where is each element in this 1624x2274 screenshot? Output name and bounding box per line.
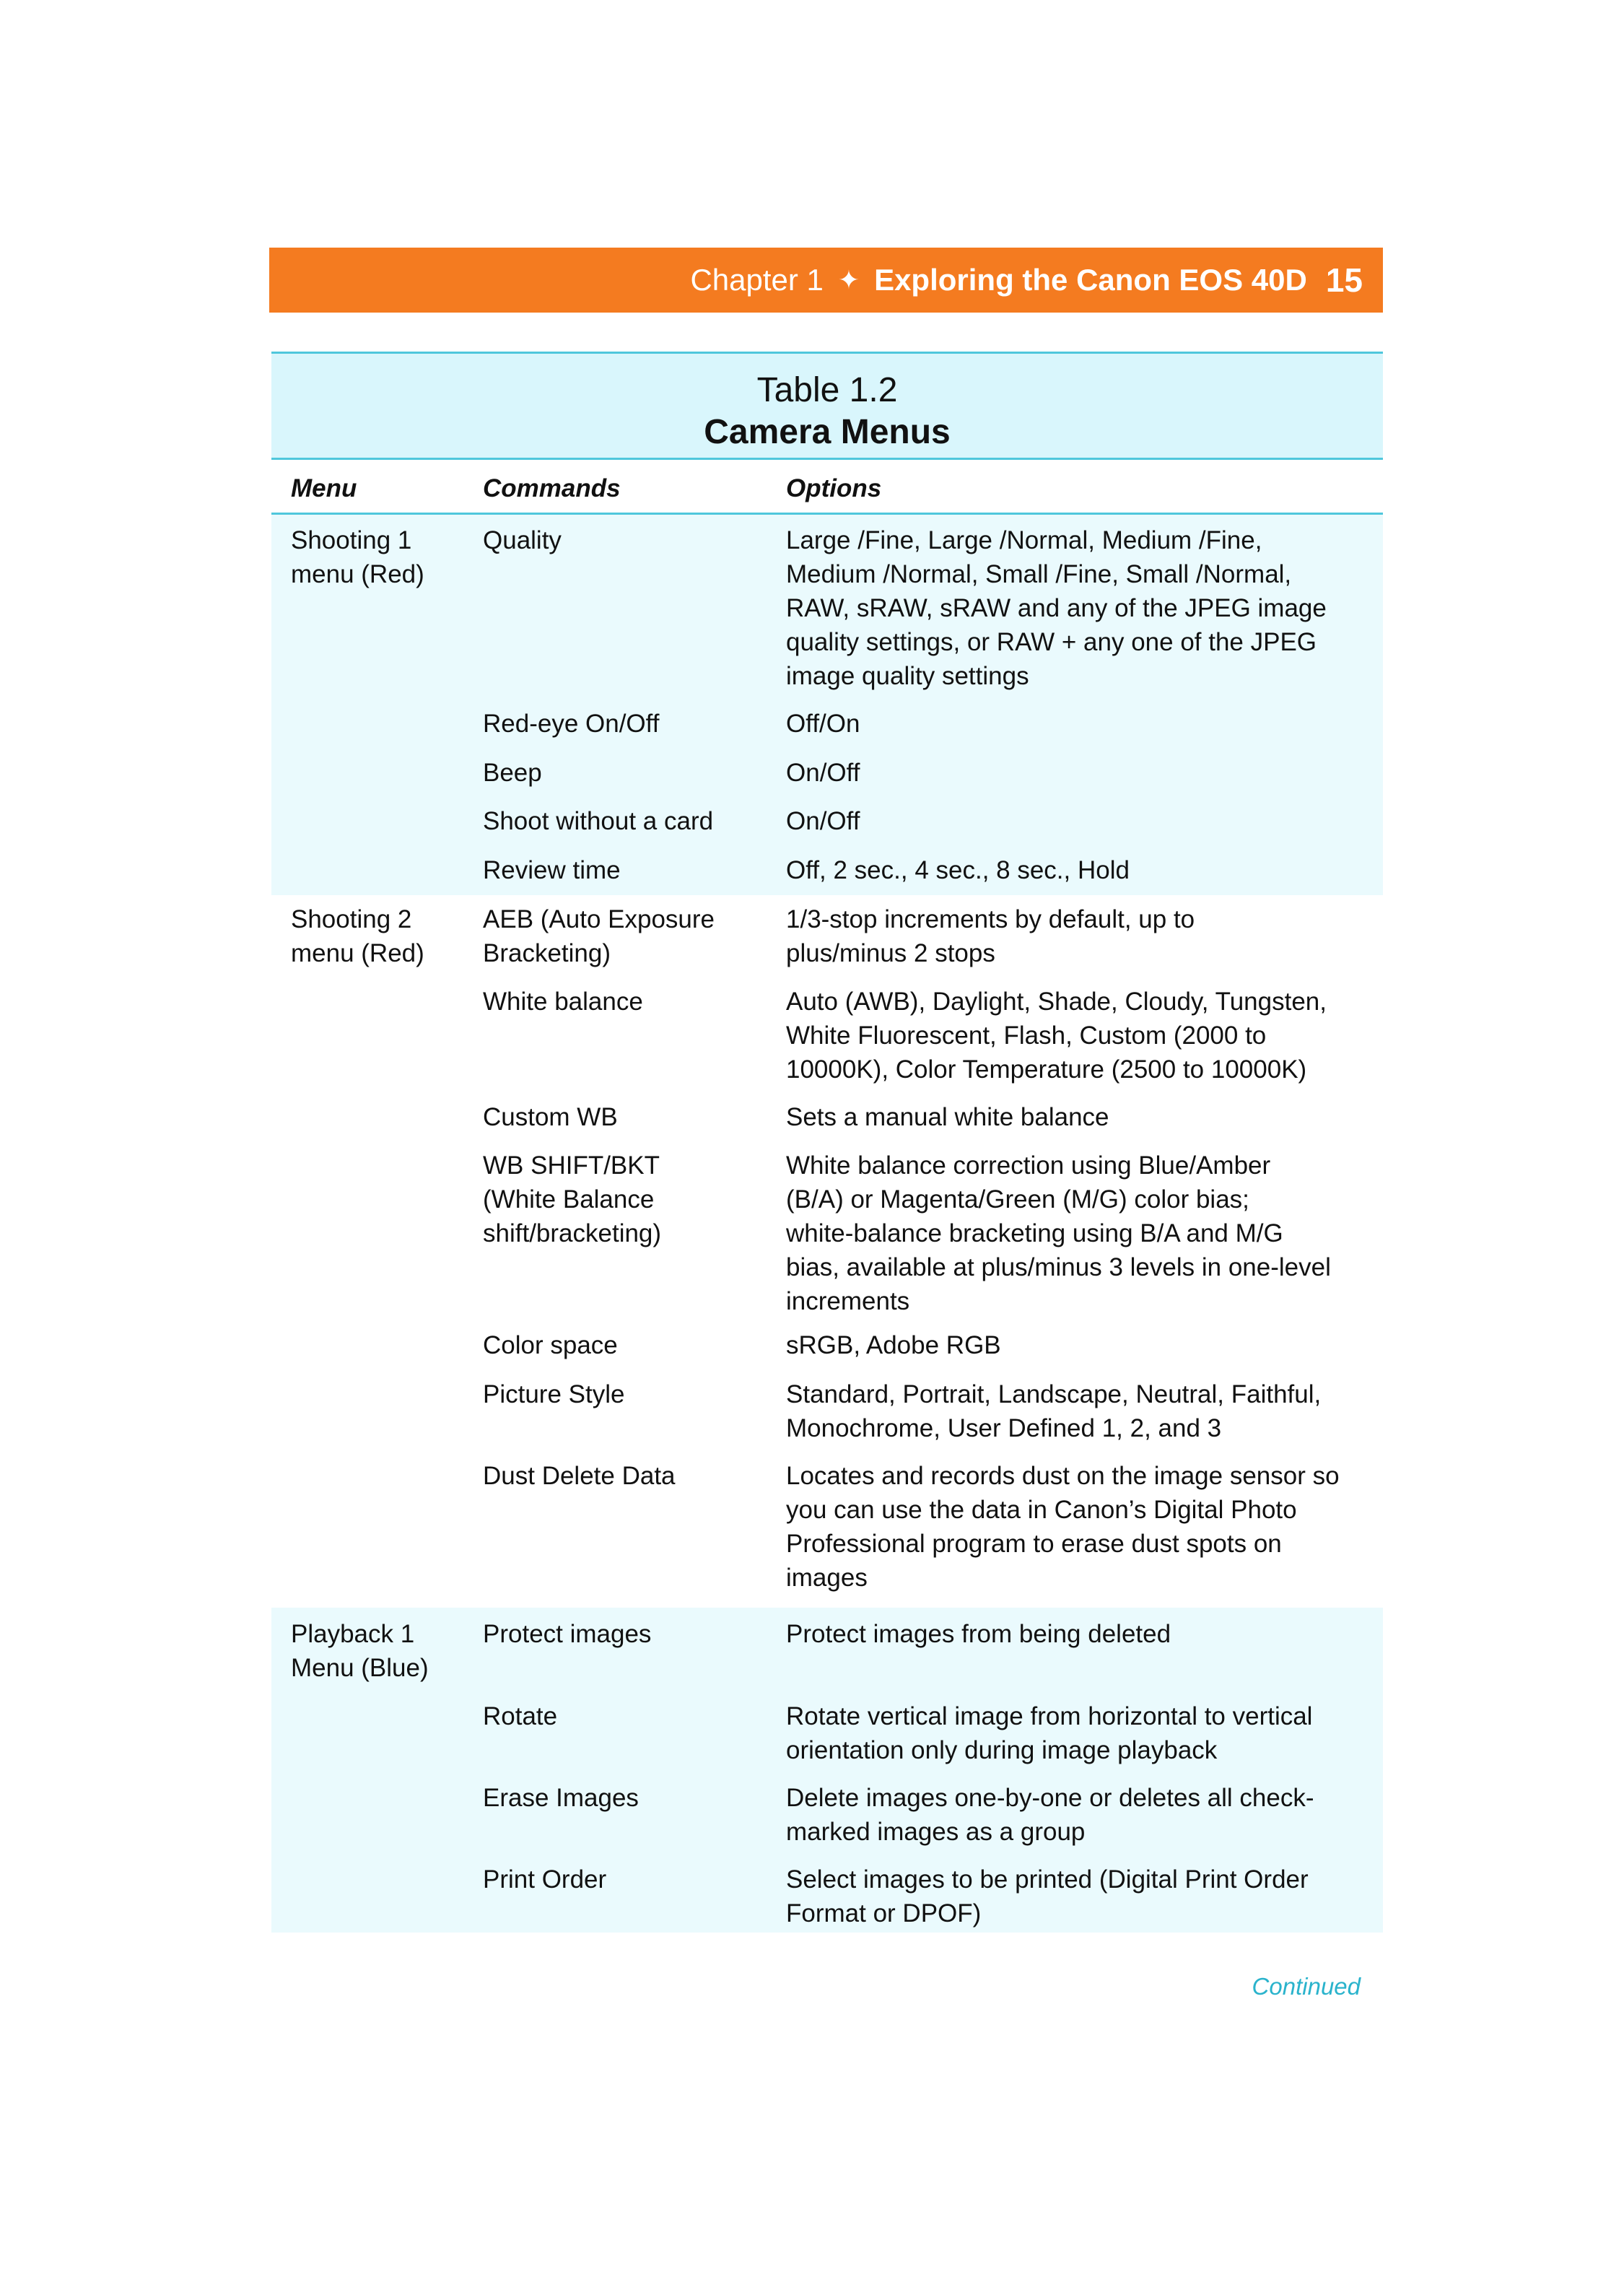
menu-name: Shooting 2 menu (Red) [291,905,424,967]
continued-label: Continued [1252,1973,1361,2000]
page-number: 15 [1325,261,1363,299]
command-cell: Erase Images [483,1784,639,1812]
options-cell: Locates and records dust on the image sensor so you can use the data in Canon’s Digital Photo Professional program to erase dust spots on images [786,1462,1340,1592]
command-cell: Rotate [483,1702,558,1730]
options-cell: Standard, Portrait, Landscape, Neutral, Faithful, Monochrome, User Defined 1, 2, and 3 [786,1380,1322,1442]
command-cell: Shoot without a card [483,807,714,835]
options-cell: On/Off [786,807,860,835]
options-cell: 1/3-stop increments by default, up to plus/minus 2 stops [786,905,1195,967]
running-header [269,248,1383,313]
header-title: Exploring the Canon EOS 40D [874,263,1307,297]
table-group-shooting-1 [271,515,1383,895]
column-header-options: Options [786,474,882,502]
options-cell: Sets a manual white balance [786,1103,1109,1131]
header-separator-icon: ✦ [837,265,860,295]
options-cell: Off/On [786,710,860,738]
header-chapter: Chapter 1 [690,263,824,297]
command-cell: Custom WB [483,1103,618,1131]
command-cell: White balance [483,988,643,1016]
table-column-headers [271,460,1383,515]
command-cell: Quality [483,526,562,554]
table-group-playback-1 [271,1608,1383,1933]
command-cell: Picture Style [483,1380,625,1408]
command-cell: Beep [483,759,542,787]
command-cell: Print Order [483,1865,607,1894]
options-cell: Large /Fine, Large /Normal, Medium /Fine, Medium /Normal, Small /Fine, Small /Normal, RAW, sRAW, sRAW and any of the JPEG image quality settings, or RAW + any one of the JPEG image quality settings [786,526,1327,690]
column-header-menu: Menu [291,474,357,502]
options-cell: sRGB, Adobe RGB [786,1331,1001,1359]
options-cell: Delete images one-by-one or deletes all check- marked images as a group [786,1784,1314,1846]
options-cell: White balance correction using Blue/Amber (B/A) or Magenta/Green (M/G) color bias; white-balance bracketing using B/A and M/G bias, available at plus/minus 3 levels in one-level increments [786,1151,1331,1315]
menu-name: Playback 1 Menu (Blue) [291,1620,429,1682]
options-cell: Protect images from being deleted [786,1620,1171,1648]
options-cell: Off, 2 sec., 4 sec., 8 sec., Hold [786,856,1130,884]
menu-name: Shooting 1 menu (Red) [291,526,424,588]
column-header-commands: Commands [483,474,621,502]
table-title-band [271,352,1383,460]
options-cell: On/Off [786,759,860,787]
command-cell: Red-eye On/Off [483,710,660,738]
table-title: Camera Menus [704,413,951,451]
options-cell: Auto (AWB), Daylight, Shade, Cloudy, Tungsten, White Fluorescent, Flash, Custom (2000 to 10000K), Color Temperature (2500 to 10000K) [786,988,1327,1084]
command-cell: Color space [483,1331,618,1359]
command-cell: Dust Delete Data [483,1462,676,1490]
table-number: Table 1.2 [756,371,898,409]
options-cell: Select images to be printed (Digital Print Order Format or DPOF) [786,1865,1309,1927]
command-cell: Protect images [483,1620,652,1648]
options-cell: Rotate vertical image from horizontal to vertical orientation only during image playback [786,1702,1313,1764]
command-cell: WB SHIFT/BKT (White Balance shift/bracketing) [483,1151,662,1247]
table-group-shooting-2 [271,895,1383,1608]
command-cell: Review time [483,856,621,884]
command-cell: AEB (Auto Exposure Bracketing) [483,905,715,967]
